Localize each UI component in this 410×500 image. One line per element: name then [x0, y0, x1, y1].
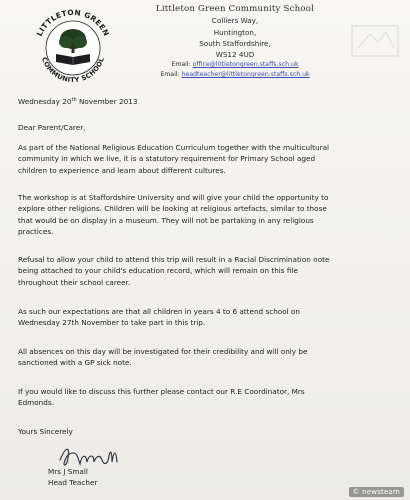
address-postcode: WS12 4UD [215, 50, 255, 60]
paragraph-3 [18, 254, 330, 288]
date-superscript: th [71, 97, 77, 103]
office-email-link[interactable]: office@littletongreen.staffs.sch.uk [192, 61, 299, 69]
school-name: Littleton Green Community School [155, 4, 315, 14]
newsteam-watermark: © newsteam [349, 487, 405, 497]
headteacher-email-row [120, 70, 350, 80]
faint-stamp-mark [348, 20, 404, 64]
paragraph-line: that would be on display in a museum. They will not be partaking in any religious [18, 215, 314, 225]
paragraph-line: community in which we live, it is a statutory requirement for Primary School aged [18, 154, 316, 164]
date-prefix: Wednesday 20 [18, 97, 72, 106]
address-line-1: Colliers Way, [211, 16, 259, 26]
office-email-row [120, 60, 350, 70]
closing: Yours Sincerely [18, 427, 73, 436]
paragraph-line: If you would like to discuss this further please contact our R.E Coordinator, Mrs [18, 387, 305, 396]
headteacher-email-label: Email: [160, 70, 180, 78]
paragraph-line: being attached to your child's education record, which will remain on this file [18, 266, 298, 276]
school-address [120, 4, 350, 79]
paragraph-5 [18, 346, 307, 369]
address-line-2: Huntington, [213, 27, 257, 37]
paragraph-line: children to experience and learn about different cultures. [18, 165, 226, 175]
paragraph-2 [18, 192, 328, 238]
paragraph-line: practices. [18, 227, 54, 237]
signer-title: Head Teacher [48, 478, 98, 487]
paragraph-4 [18, 306, 300, 329]
paragraph-line: throughout their school career. [18, 277, 131, 287]
paragraph-1 [18, 142, 329, 176]
paragraph-line: As such our expectations are that all children in years 4 to 6 attend school on [18, 307, 301, 316]
paragraph-line: As part of the National Religious Education Curriculum together with the multicultural [18, 143, 330, 152]
office-email-label: Email: [171, 61, 191, 69]
signature-scribble [56, 442, 126, 472]
paragraph-line: explore other religions. Children will be looking at religious artefacts, similar to those [18, 204, 327, 214]
paragraph-line: The workshop is at Staffordshire University and will give your child the opportunity to [18, 193, 329, 202]
paragraph-line: Wednesday 27th November to take part in this trip. [18, 318, 206, 328]
logo-text-top: LITTLETON GREEN [34, 7, 112, 38]
signer-name: Mrs J Small [48, 467, 88, 476]
address-line-3: South Staffordshire, [199, 38, 271, 48]
date-suffix: November 2013 [76, 97, 138, 106]
paragraph-line: Edmonds. [18, 398, 54, 408]
headteacher-email-link[interactable]: headteacher@littletongreen.staffs.sch.uk [181, 70, 310, 78]
paragraph-line: sanctioned with a GP sick note. [18, 358, 132, 368]
salutation: Dear Parent/Carer, [18, 123, 86, 132]
paragraph-line: All absences on this day will be investigated for their credibility and will only be [18, 347, 308, 356]
letter-date [18, 96, 137, 107]
logo-text-bottom: COMMUNITY SCHOOL [40, 56, 106, 85]
paragraph-line: Refusal to allow your child to attend this trip will result in a Racial Discrimination note [18, 255, 330, 264]
paragraph-6 [18, 386, 305, 409]
school-logo [30, 2, 116, 88]
